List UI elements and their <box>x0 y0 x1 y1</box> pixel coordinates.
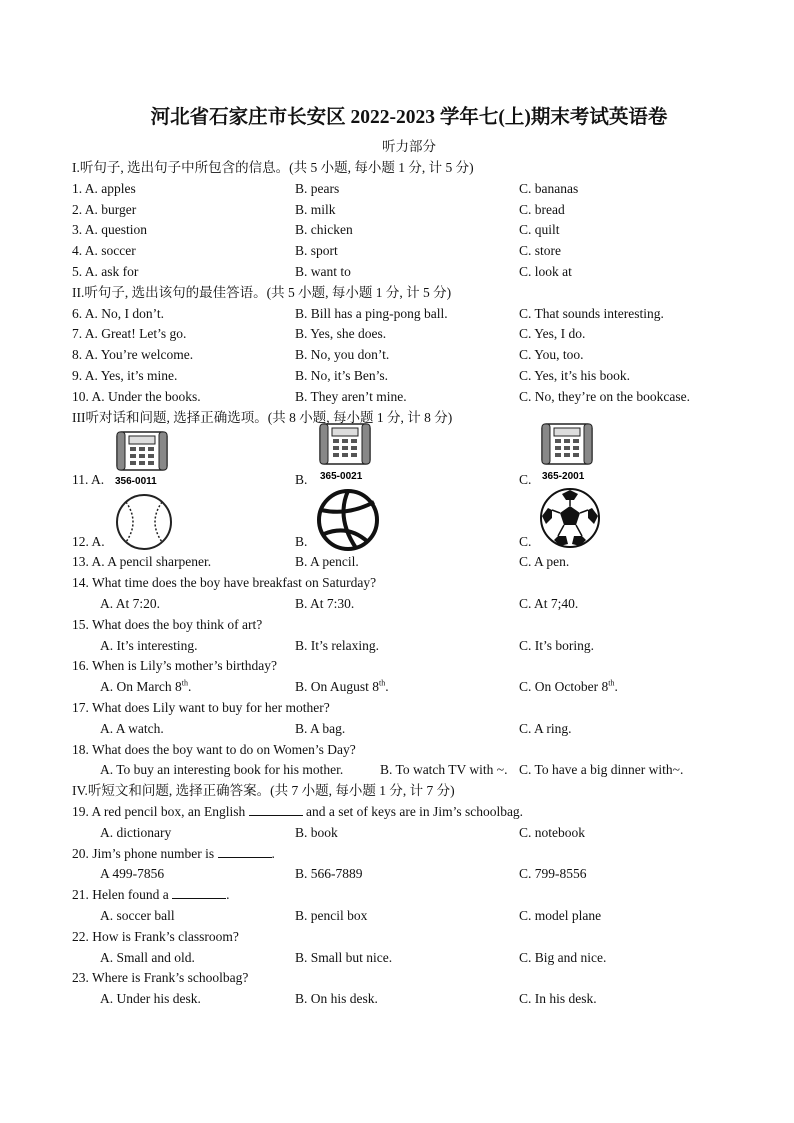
question-7 <box>72 324 722 345</box>
q10-option-c: C. No, they’re on the bookcase. <box>519 388 690 404</box>
page-subtitle: 听力部分 <box>382 139 436 154</box>
question-11 <box>72 428 722 490</box>
q20-option-a: A 499-7856 <box>100 866 165 882</box>
q9-option-a: 9. A. Yes, it’s mine. <box>72 367 178 383</box>
q2-option-b: B. milk <box>295 201 336 217</box>
section-3-title: III听对话和问题, 选择正确选项。(共 8 小题, 每小题 1 分, 计 8 分) <box>72 409 453 425</box>
q10-option-b: B. They aren’t mine. <box>295 388 407 404</box>
question-6 <box>72 304 722 325</box>
answer-blank <box>218 844 272 858</box>
telephone-icon <box>538 420 596 486</box>
q15-option-b: B. It’s relaxing. <box>295 637 379 653</box>
q18-option-a: A. To buy an interesting book for his mother. <box>100 762 344 778</box>
q22-stem <box>72 927 722 948</box>
q23-stem <box>72 968 722 989</box>
soccer-ball-icon <box>538 486 602 550</box>
q1-option-b: B. pears <box>295 180 340 196</box>
question-4 <box>72 241 722 262</box>
q17-stem-text: 17. What does Lily want to buy for her mother? <box>72 699 330 715</box>
q13-option-b: B. A pencil. <box>295 554 359 570</box>
q3-option-c: C. quilt <box>519 222 560 238</box>
q14-option-b: B. At 7:30. <box>295 595 355 611</box>
question-8 <box>72 345 722 366</box>
q14-option-a: A. At 7:20. <box>100 595 161 611</box>
question-15 <box>72 636 722 657</box>
q17-stem <box>72 698 722 719</box>
volleyball-icon <box>316 488 380 552</box>
q18-option-c: C. To have a big dinner with~. <box>519 762 684 778</box>
q18-stem-text: 18. What does the boy want to do on Women’s Day? <box>72 741 356 757</box>
q15-stem-text: 15. What does the boy think of art? <box>72 616 263 632</box>
q21-stem <box>72 885 722 906</box>
q21-option-c: C. model plane <box>519 907 602 923</box>
q13-option-c: C. A pen. <box>519 554 570 570</box>
q17-option-b: B. A bag. <box>295 720 346 736</box>
q9-option-b: B. No, it’s Ben’s. <box>295 367 389 383</box>
q3-option-a: 3. A. question <box>72 222 148 238</box>
q6-option-b: B. Bill has a ping-pong ball. <box>295 305 448 321</box>
q20-stem-text: 20. Jim’s phone number is . <box>72 845 275 861</box>
q7-option-a: 7. A. Great! Let’s go. <box>72 326 187 342</box>
question-16 <box>72 677 722 698</box>
question-22 <box>72 948 722 969</box>
q7-option-c: C. Yes, I do. <box>519 326 586 342</box>
q15-option-c: C. It’s boring. <box>519 637 595 653</box>
q22-stem-text: 22. How is Frank’s classroom? <box>72 928 239 944</box>
q5-option-c: C. look at <box>519 263 572 279</box>
q6-option-c: C. That sounds interesting. <box>519 305 664 321</box>
section-2-title: II.听句子, 选出该句的最佳答语。(共 5 小题, 每小题 1 分, 计 5 分) <box>72 284 452 300</box>
q17-option-a: A. A watch. <box>100 720 164 736</box>
q11-phone-number-c: 365-2001 <box>542 471 585 483</box>
q19-option-c: C. notebook <box>519 824 585 840</box>
answer-blank <box>249 802 303 816</box>
q13-option-a: 13. A. A pencil sharpener. <box>72 554 212 570</box>
q16-option-a: A. On March 8th. <box>100 678 192 695</box>
exam-page <box>72 104 722 1010</box>
q19-option-a: A. dictionary <box>100 824 172 840</box>
q23-option-a: A. Under his desk. <box>100 991 201 1007</box>
question-20 <box>72 864 722 885</box>
telephone-icon <box>114 428 170 490</box>
q11-option-a: 11. A. <box>72 472 105 488</box>
q1-option-a: 1. A. apples <box>72 180 136 196</box>
q11-phone-number-a: 356-0011 <box>115 476 157 488</box>
question-23 <box>72 989 722 1010</box>
q11-option-c: C. <box>519 472 532 488</box>
q6-option-a: 6. A. No, I don’t. <box>72 305 165 321</box>
q8-option-c: C. You, too. <box>519 347 584 363</box>
question-19 <box>72 823 722 844</box>
section-4-title: IV.听短文和问题, 选择正确答案。(共 7 小题, 每小题 1 分, 计 7 分) <box>72 783 455 799</box>
q12-option-b: B. <box>295 534 308 550</box>
question-2 <box>72 200 722 221</box>
question-5 <box>72 262 722 283</box>
q4-option-a: 4. A. soccer <box>72 243 136 259</box>
telephone-icon <box>316 420 374 486</box>
q16-option-b: B. On August 8th. <box>295 678 389 695</box>
q21-stem-text: 21. Helen found a . <box>72 887 230 903</box>
q8-option-a: 8. A. You’re welcome. <box>72 347 194 363</box>
q22-option-b: B. Small but nice. <box>295 949 393 965</box>
q20-option-c: C. 799-8556 <box>519 866 587 882</box>
q5-option-b: B. want to <box>295 263 351 279</box>
q7-option-b: B. Yes, she does. <box>295 326 387 342</box>
q19-option-b: B. book <box>295 824 338 840</box>
q18-stem <box>72 740 722 761</box>
q2-option-a: 2. A. burger <box>72 201 137 217</box>
q14-stem-text: 14. What time does the boy have breakfast on Saturday? <box>72 575 377 591</box>
q16-stem-text: 16. When is Lily’s mother’s birthday? <box>72 658 277 674</box>
q11-option-b: B. <box>295 472 308 488</box>
page-title: 河北省石家庄市长安区 2022-2023 学年七(上)期末考试英语卷 <box>150 107 668 128</box>
q21-option-a: A. soccer ball <box>100 907 175 923</box>
q12-option-c: C. <box>519 534 532 550</box>
q19-stem-text: 19. A red pencil box, an English and a set of keys are in Jim’s schoolbag. <box>72 803 524 819</box>
question-21 <box>72 906 722 927</box>
question-13 <box>72 552 722 573</box>
q4-option-c: C. store <box>519 243 561 259</box>
question-12 <box>72 490 722 552</box>
question-9 <box>72 366 722 387</box>
q16-option-c: C. On October 8th. <box>519 678 618 695</box>
q23-option-b: B. On his desk. <box>295 991 378 1007</box>
q11-phone-number-b: 365-0021 <box>320 471 363 483</box>
q23-option-c: C. In his desk. <box>519 991 597 1007</box>
q23-stem-text: 23. Where is Frank’s schoolbag? <box>72 970 249 986</box>
q1-option-c: C. bananas <box>519 180 579 196</box>
baseball-icon <box>114 492 174 552</box>
q22-option-a: A. Small and old. <box>100 949 195 965</box>
q4-option-b: B. sport <box>295 243 338 259</box>
q16-stem <box>72 656 722 677</box>
q3-option-b: B. chicken <box>295 222 353 238</box>
q8-option-b: B. No, you don’t. <box>295 347 390 363</box>
q21-option-b: B. pencil box <box>295 907 368 923</box>
q14-stem <box>72 573 722 594</box>
q5-option-a: 5. A. ask for <box>72 263 139 279</box>
question-17 <box>72 719 722 740</box>
q14-option-c: C. At 7;40. <box>519 595 579 611</box>
q10-option-a: 10. A. Under the books. <box>72 388 201 404</box>
answer-blank <box>172 885 226 899</box>
q12-option-a: 12. A. <box>72 534 105 550</box>
q20-option-b: B. 566-7889 <box>295 866 363 882</box>
q17-option-c: C. A ring. <box>519 720 572 736</box>
q20-stem <box>72 844 722 865</box>
section-1-title: I.听句子, 选出句子中所包含的信息。(共 5 小题, 每小题 1 分, 计 5 分) <box>72 160 474 175</box>
question-1 <box>72 179 722 200</box>
question-18 <box>72 760 722 781</box>
q15-stem <box>72 615 722 636</box>
q18-option-b: B. To watch TV with ~. <box>380 762 508 778</box>
question-10 <box>72 387 722 408</box>
q9-option-c: C. Yes, it’s his book. <box>519 367 631 383</box>
q15-option-a: A. It’s interesting. <box>100 637 198 653</box>
q19-stem <box>72 802 722 823</box>
question-3 <box>72 220 722 241</box>
q2-option-c: C. bread <box>519 201 565 217</box>
q22-option-c: C. Big and nice. <box>519 949 607 965</box>
question-14 <box>72 594 722 615</box>
